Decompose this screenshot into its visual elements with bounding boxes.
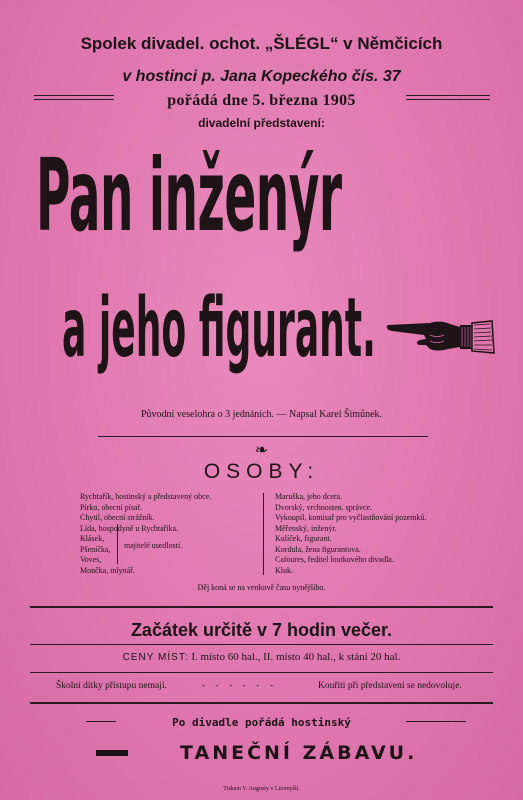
play-title-line1: Pan inženýr (36, 137, 342, 254)
cast-heading: OSOBY: (203, 460, 320, 483)
performance-line: divadelní představení: (198, 116, 325, 130)
ornament-icon: ❧ (254, 442, 269, 459)
prices-text: I. místo 60 hal., II. místo 40 hal., k stání 20 hal. (191, 651, 401, 663)
cast-member: Pšeníčka, (80, 544, 111, 554)
divider-above-notes (30, 672, 493, 673)
organizer-heading: Spolek divadel. ochot. „ŠLÉGL“ v Němčicích (80, 34, 443, 53)
dance-intro: Po divadle pořádá hostinský (172, 716, 351, 729)
printer-credit: Tiskem V. Augusty v Litomyšli. (223, 786, 300, 792)
cast-member: Mončka, mlynář. (80, 565, 135, 575)
cast-group-brace (117, 524, 122, 564)
dance-bar (96, 750, 128, 756)
divider-above-ornament (98, 436, 428, 437)
prices-line (0, 651, 523, 663)
dance-title: TANEČNÍ ZÁBAVU. (180, 742, 418, 764)
cast-member: Maruška, jeho dcera. (275, 492, 343, 501)
cast-member: Dvorský, vrchnosten. správce. (275, 502, 373, 512)
play-subtitle: Původní veselohra o 3 jednáních. — Napsal Karel Šimůnek. (140, 409, 383, 420)
cast-member: Kulíček, figurant. (275, 534, 332, 543)
cast-member: Kordula, žena figurantova. (275, 544, 361, 554)
cast-member: Lída, hospodyně u Rychtaříka. (80, 523, 179, 533)
divider-above-start (30, 606, 493, 608)
divider-above-prices (30, 644, 493, 645)
cast-list-left (80, 492, 260, 576)
cast-column-divider (263, 493, 264, 575)
date-line: pořádá dne 5. března 1905 (167, 92, 356, 109)
cast-member: Rychtařík, hostinský a představený obce. (80, 492, 212, 501)
cast-member: Chytil, obecní strážník. (80, 513, 155, 522)
prices-label: CENY MÍST: (122, 652, 189, 663)
cast-member: Klásek, (80, 534, 105, 543)
venue-line: v hostinci p. Jana Kopeckého čís. 37 (122, 68, 401, 85)
children-note: Školní dítky přístupu nemají. (56, 681, 167, 691)
cast-member: Voves, (80, 555, 102, 564)
play-title-line2: a jeho figurant. (62, 281, 376, 376)
date-rule-right-top (406, 95, 490, 96)
setting-note: Děj koná se na venkově času nynějšího. (197, 583, 326, 592)
date-rule-right-bottom (406, 99, 490, 100)
pointing-hand-icon (386, 315, 496, 357)
dance-rule-left (86, 721, 116, 722)
cast-list-right (275, 492, 485, 576)
notes-dots: - - - - - - (202, 681, 277, 691)
cast-member: Vykoupil, komisař pro vyčlastňování pozemků. (275, 513, 427, 522)
cast-member: Cafoures, ředitel loutkového divadla. (275, 555, 394, 564)
start-time: Začátek určitě v 7 hodin večer. (130, 620, 393, 640)
dance-rule-right (406, 721, 466, 722)
cast-member: Pírko, obecní písař. (80, 502, 143, 512)
smoking-note: Kouřiti při představení se nedovoluje. (318, 681, 462, 691)
cast-member: Kluk. (275, 565, 293, 575)
divider-above-dance (30, 702, 493, 704)
cast-member: Měřenský, inženýr. (275, 523, 337, 533)
cast-group-label: majitelé usedlostí. (124, 541, 183, 550)
